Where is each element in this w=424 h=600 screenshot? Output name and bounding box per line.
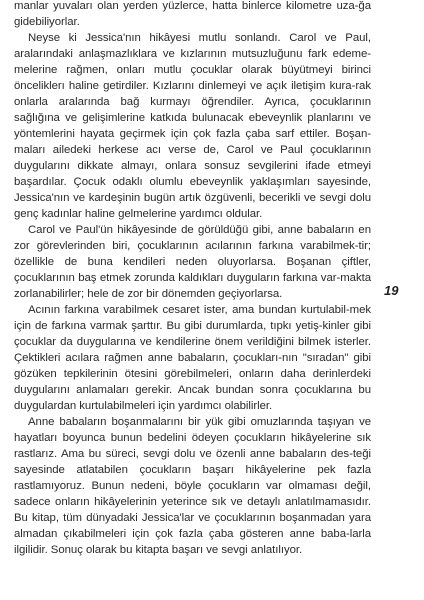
paragraph-1: manlar yuvaları olan yerden yüzlerce, hatta binlerce kilometre uza-ğa gidebiliyorlar. <box>14 0 371 28</box>
paragraph-4: Acının farkına varabilmek cesaret ister, ama bundan kurtulabil-mek için de farkına varmak şarttır. Bu gibi durumlarda, tıpkı yetiş-kinler gibi çocuklar da duygularına ve kendilerine önem verildiğini bilmek isterler. Çektikleri acılara rağmen anne babaların, çocukları-nın "sıradan" gibi gözüken tepkilerinin ötesini görebilmeleri, onların daha derinlerdeki duygularını anlamaları gerekir. Ancak bundan sonra çocuklarına bu duygulardan kurtulabilmeleri için yardımcı olabilirler. <box>14 304 371 412</box>
paragraph-2: Neyse ki Jessica'nın hikâyesi mutlu sonlandı. Carol ve Paul, aralarındaki anlaşmazlıklara ve kızlarının mutsuzluğunu fark edeme-melerine rağmen, onları mutlu çocuklar olarak büyütmeyi birinci önceliklerı haline getirdiler. Kızlarını dinlemeyi ve açık iletişim kura-rak onlarla aralarında bağ kurmayı öğrendiler. Ayrıca, çocuklarının sağlığına ve gelişimlerine katkıda bulunacak ebeveynlik planlarını ve yöntemlerini hayata geçirmek için çok fazla çaba sarf ettiler. Boşan-maları ailedeki herkese acı verse de, Carol ve Paul çocuklarının duygularını dikkate almayı, onlara sonsuz sevgilerini ifade etmeyi başardılar. Çocuk odaklı olumlu ebeveynlik yaklaşımları sayesinde, Jessica'nın ve kardeşinin bugün artık özgüvenli, becerikli ve sevgi dolu genç kadınlar haline gelmelerine yardımcı oldular. <box>14 32 371 220</box>
paragraph-5: Anne babaların boşanmalarını bir yük gibi omuzlarında taşıyan ve hayatları boyunca bunun bedelini ödeyen çocukların hikâyelerine sık rastlarız. Ama bu süreci, sevgi dolu ve özenli anne babaların des-teği sayesinde atlatabilen çocukların başarı hikâyelerine pek fazla rastlamıyoruz. Bunun nedeni, böyle çocukların var olmaması değil, sadece onların hikâyelerinin yeterince sık ve detaylı anlatılmamasıdır. Bu kitap, tüm dünyadaki Jessica'lar ve çocuklarının boşanmadan yara almadan çıkabilmeleri için çok fazla çaba gösteren anne baba-larla ilgilidir. Sonuç olarak bu kitapta başarı ve sevgi anlatılıyor. <box>14 416 371 556</box>
page-number: 19 <box>384 283 399 298</box>
body-text <box>14 0 371 558</box>
paragraph-3: Carol ve Paul'ün hikâyesinde de görüldüğü gibi, anne babaların en zor görevlerinden biri, çocuklarının acılarının farkına varabilmek-tir; özellikle de buna kendileri neden oluyorlarsa. Boşanan çiftler, çocuklarının baş etmek zorunda kaldıkları duyguların farkına var-makta zorlanabilirler; hele de zor bir dönemden geçiyorlarsa. <box>14 224 371 300</box>
